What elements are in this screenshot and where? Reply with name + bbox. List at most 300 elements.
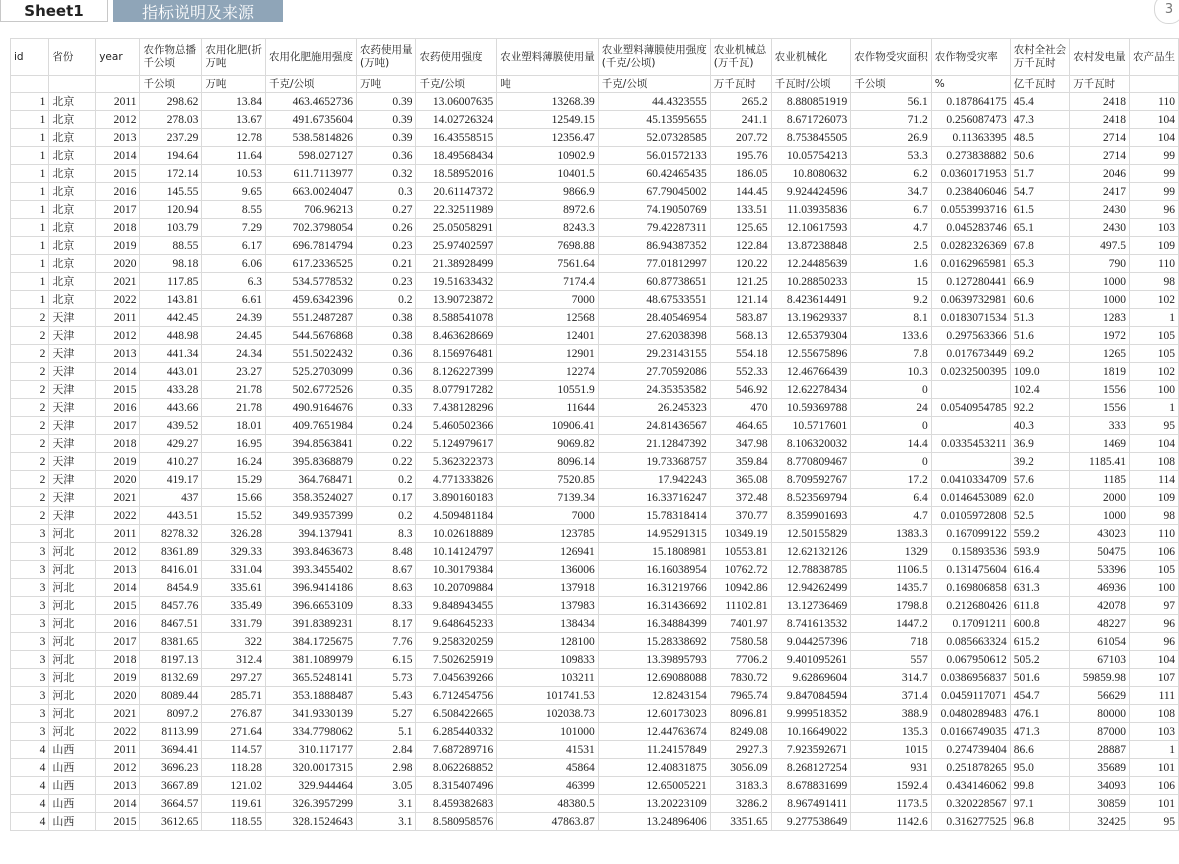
data-cell[interactable]: 9.401095261 [771, 651, 851, 669]
data-cell[interactable]: 天津 [49, 507, 96, 525]
column-header[interactable]: 农作物受灾面积 [851, 39, 932, 76]
data-cell[interactable]: 10.59369788 [771, 399, 851, 417]
data-cell[interactable]: 110 [1129, 93, 1178, 111]
data-cell[interactable]: 51.7 [1010, 165, 1070, 183]
data-cell[interactable]: 7706.2 [710, 651, 771, 669]
data-cell[interactable]: 8.753845505 [771, 129, 851, 147]
data-cell[interactable]: 105 [1129, 345, 1178, 363]
data-cell[interactable]: 5.43 [356, 687, 416, 705]
data-cell[interactable]: 2016 [96, 183, 140, 201]
data-cell[interactable]: 3056.09 [710, 759, 771, 777]
data-cell[interactable]: 7.8 [851, 345, 932, 363]
data-cell[interactable]: 3694.41 [140, 741, 202, 759]
data-cell[interactable]: 359.84 [710, 453, 771, 471]
data-cell[interactable]: 24.81436567 [598, 417, 710, 435]
data-cell[interactable]: 9866.9 [497, 183, 599, 201]
data-cell[interactable]: 1106.5 [851, 561, 932, 579]
data-cell[interactable]: 409.7651984 [265, 417, 356, 435]
data-cell[interactable]: 9.65 [202, 183, 266, 201]
data-cell[interactable]: 9.848943455 [416, 597, 497, 615]
data-cell[interactable]: 326.28 [202, 525, 266, 543]
data-cell[interactable]: 10.16649022 [771, 723, 851, 741]
data-cell[interactable]: 128100 [497, 633, 599, 651]
unit-cell[interactable] [96, 76, 140, 93]
data-cell[interactable]: 600.8 [1010, 615, 1070, 633]
data-cell[interactable]: 12.55675896 [771, 345, 851, 363]
data-cell[interactable]: 396.6653109 [265, 597, 356, 615]
data-cell[interactable]: 617.2336525 [265, 255, 356, 273]
data-cell[interactable]: 8197.13 [140, 651, 202, 669]
data-cell[interactable]: 12.65379304 [771, 327, 851, 345]
data-cell[interactable]: 109 [1129, 489, 1178, 507]
data-cell[interactable]: 8.588541078 [416, 309, 497, 327]
data-cell[interactable]: 河北 [49, 525, 96, 543]
data-cell[interactable]: 1592.4 [851, 777, 932, 795]
data-cell[interactable]: 17.942243 [598, 471, 710, 489]
data-cell[interactable]: 16.43558515 [416, 129, 497, 147]
data-cell[interactable]: 0.169806858 [931, 579, 1010, 597]
data-cell[interactable]: 2430 [1070, 201, 1130, 219]
data-cell[interactable]: 7401.97 [710, 615, 771, 633]
data-cell[interactable]: 471.3 [1010, 723, 1070, 741]
data-cell[interactable]: 2012 [96, 111, 140, 129]
data-cell[interactable]: 3 [11, 723, 49, 741]
data-cell[interactable]: 河北 [49, 561, 96, 579]
data-cell[interactable]: 10.53 [202, 165, 266, 183]
data-cell[interactable]: 9.277538649 [771, 813, 851, 831]
data-cell[interactable]: 河北 [49, 687, 96, 705]
data-cell[interactable]: 80000 [1070, 705, 1130, 723]
data-cell[interactable]: 0.38 [356, 309, 416, 327]
data-cell[interactable]: 8097.2 [140, 705, 202, 723]
data-cell[interactable]: 3.1 [356, 813, 416, 831]
data-cell[interactable]: 67103 [1070, 651, 1130, 669]
data-cell[interactable]: 2014 [96, 795, 140, 813]
unit-cell[interactable]: 千克/公顷 [265, 76, 356, 93]
data-cell[interactable]: 0.2 [356, 507, 416, 525]
unit-cell[interactable]: 亿千瓦时 [1010, 76, 1070, 93]
data-cell[interactable]: 15.1808981 [598, 543, 710, 561]
data-cell[interactable]: 195.76 [710, 147, 771, 165]
data-cell[interactable]: 24.35353582 [598, 381, 710, 399]
data-cell[interactable]: 10.14124797 [416, 543, 497, 561]
data-cell[interactable]: 7.045639266 [416, 669, 497, 687]
data-cell[interactable]: 26.9 [851, 129, 932, 147]
data-cell[interactable]: 河北 [49, 597, 96, 615]
data-cell[interactable]: 95 [1129, 813, 1178, 831]
data-cell[interactable]: 137918 [497, 579, 599, 597]
data-cell[interactable]: 12.10617593 [771, 219, 851, 237]
data-cell[interactable]: 1000 [1070, 273, 1130, 291]
data-cell[interactable]: 102038.73 [497, 705, 599, 723]
data-cell[interactable]: 96 [1129, 615, 1178, 633]
unit-cell[interactable] [1129, 76, 1178, 93]
data-cell[interactable]: 2012 [96, 543, 140, 561]
data-cell[interactable]: 0.22 [356, 453, 416, 471]
data-cell[interactable]: 16.31436692 [598, 597, 710, 615]
data-cell[interactable]: 546.92 [710, 381, 771, 399]
data-cell[interactable]: 0.21 [356, 255, 416, 273]
data-cell[interactable]: 2017 [96, 417, 140, 435]
data-cell[interactable]: 0.23 [356, 237, 416, 255]
data-cell[interactable]: 349.9357399 [265, 507, 356, 525]
data-cell[interactable]: 98 [1129, 273, 1178, 291]
data-cell[interactable]: 3 [11, 669, 49, 687]
data-cell[interactable]: 331.04 [202, 561, 266, 579]
data-cell[interactable]: 12356.47 [497, 129, 599, 147]
data-cell[interactable]: 611.7113977 [265, 165, 356, 183]
data-cell[interactable]: 0.32 [356, 165, 416, 183]
data-cell[interactable]: 21.12847392 [598, 435, 710, 453]
data-cell[interactable]: 北京 [49, 219, 96, 237]
data-cell[interactable] [931, 453, 1010, 471]
data-cell[interactable]: 8.523569794 [771, 489, 851, 507]
data-cell[interactable]: 13.12736469 [771, 597, 851, 615]
data-cell[interactable]: 7139.34 [497, 489, 599, 507]
data-cell[interactable]: 3.1 [356, 795, 416, 813]
data-cell[interactable]: 790 [1070, 255, 1130, 273]
data-cell[interactable]: 3 [11, 633, 49, 651]
data-cell[interactable]: 334.7798062 [265, 723, 356, 741]
data-cell[interactable]: 1 [11, 183, 49, 201]
data-cell[interactable]: 393.8463673 [265, 543, 356, 561]
data-cell[interactable]: 8.580958576 [416, 813, 497, 831]
data-cell[interactable]: 65.3 [1010, 255, 1070, 273]
data-cell[interactable]: 6.4 [851, 489, 932, 507]
data-cell[interactable]: 10553.81 [710, 543, 771, 561]
spreadsheet-grid[interactable] [10, 38, 1179, 864]
data-cell[interactable]: 1 [11, 93, 49, 111]
data-cell[interactable]: 0.167099122 [931, 525, 1010, 543]
data-cell[interactable]: 8.359901693 [771, 507, 851, 525]
column-header[interactable]: 农业机械化 [771, 39, 851, 76]
data-cell[interactable]: 394.8563841 [265, 435, 356, 453]
column-header[interactable]: 省份 [49, 39, 96, 76]
data-cell[interactable]: 3667.89 [140, 777, 202, 795]
data-cell[interactable]: 314.7 [851, 669, 932, 687]
data-cell[interactable]: 104 [1129, 111, 1178, 129]
data-cell[interactable]: 135.3 [851, 723, 932, 741]
data-cell[interactable]: 8089.44 [140, 687, 202, 705]
data-cell[interactable]: 河北 [49, 705, 96, 723]
data-cell[interactable]: 0.0105972808 [931, 507, 1010, 525]
data-cell[interactable]: 12274 [497, 363, 599, 381]
data-cell[interactable]: 6.2 [851, 165, 932, 183]
data-cell[interactable]: 1 [11, 237, 49, 255]
data-cell[interactable]: 1435.7 [851, 579, 932, 597]
data-cell[interactable]: 1447.2 [851, 615, 932, 633]
data-cell[interactable]: 396.9414186 [265, 579, 356, 597]
data-cell[interactable]: 0.35 [356, 381, 416, 399]
data-cell[interactable]: 133.51 [710, 201, 771, 219]
column-header[interactable]: 农作物总播 千公顷 [140, 39, 202, 76]
unit-cell[interactable]: 万千瓦时 [710, 76, 771, 93]
data-cell[interactable]: 102.4 [1010, 381, 1070, 399]
data-cell[interactable]: 15.66 [202, 489, 266, 507]
data-cell[interactable]: 6.285440332 [416, 723, 497, 741]
data-cell[interactable]: 103.79 [140, 219, 202, 237]
column-header[interactable]: 农用化肥(折 万吨 [202, 39, 266, 76]
data-cell[interactable]: 101741.53 [497, 687, 599, 705]
data-cell[interactable]: 47863.87 [497, 813, 599, 831]
data-cell[interactable]: 0.0146453089 [931, 489, 1010, 507]
data-cell[interactable]: 11644 [497, 399, 599, 417]
data-cell[interactable]: 0.187864175 [931, 93, 1010, 111]
data-cell[interactable]: 8.709592767 [771, 471, 851, 489]
data-cell[interactable]: 天津 [49, 381, 96, 399]
data-cell[interactable]: 15.52 [202, 507, 266, 525]
data-cell[interactable]: 442.45 [140, 309, 202, 327]
data-cell[interactable]: 663.0024047 [265, 183, 356, 201]
data-cell[interactable]: 1819 [1070, 363, 1130, 381]
data-cell[interactable]: 12901 [497, 345, 599, 363]
data-cell[interactable]: 2022 [96, 291, 140, 309]
column-header[interactable]: 农业机械总 (万千瓦) [710, 39, 771, 76]
data-cell[interactable]: 8457.76 [140, 597, 202, 615]
data-cell[interactable]: 0 [851, 417, 932, 435]
data-cell[interactable]: 47.3 [1010, 111, 1070, 129]
data-cell[interactable]: 87000 [1070, 723, 1130, 741]
data-cell[interactable]: 136006 [497, 561, 599, 579]
data-cell[interactable]: 2015 [96, 597, 140, 615]
data-cell[interactable]: 10942.86 [710, 579, 771, 597]
data-cell[interactable]: 7174.4 [497, 273, 599, 291]
column-header[interactable]: 农药使用量 (万吨) [356, 39, 416, 76]
data-cell[interactable]: 0.23 [356, 273, 416, 291]
data-cell[interactable]: 2021 [96, 705, 140, 723]
column-header[interactable]: 农业塑料薄膜使用强度 (千克/公顷) [598, 39, 710, 76]
data-cell[interactable]: 8.459382683 [416, 795, 497, 813]
column-header[interactable]: 农作物受灾率 [931, 39, 1010, 76]
data-cell[interactable]: 100 [1129, 381, 1178, 399]
data-cell[interactable]: 2430 [1070, 219, 1130, 237]
data-cell[interactable]: 1.6 [851, 255, 932, 273]
data-cell[interactable]: 7561.64 [497, 255, 599, 273]
data-cell[interactable]: 13.06007635 [416, 93, 497, 111]
data-cell[interactable]: 16.33716247 [598, 489, 710, 507]
data-cell[interactable]: 328.1524643 [265, 813, 356, 831]
data-cell[interactable]: 8.678831699 [771, 777, 851, 795]
data-cell[interactable]: 6.06 [202, 255, 266, 273]
data-cell[interactable]: 3.05 [356, 777, 416, 795]
data-cell[interactable]: 10.05754213 [771, 147, 851, 165]
data-cell[interactable]: 6.712454756 [416, 687, 497, 705]
data-cell[interactable]: 1265 [1070, 345, 1130, 363]
data-cell[interactable]: 2 [11, 507, 49, 525]
data-cell[interactable]: 天津 [49, 435, 96, 453]
data-cell[interactable]: 0.320228567 [931, 795, 1010, 813]
data-cell[interactable]: 123785 [497, 525, 599, 543]
data-cell[interactable]: 河北 [49, 579, 96, 597]
data-cell[interactable]: 8.126227399 [416, 363, 497, 381]
data-cell[interactable]: 326.3957299 [265, 795, 356, 813]
data-cell[interactable]: 278.03 [140, 111, 202, 129]
data-cell[interactable]: 77.01812997 [598, 255, 710, 273]
data-cell[interactable]: 71.2 [851, 111, 932, 129]
data-cell[interactable]: 3696.23 [140, 759, 202, 777]
data-cell[interactable]: 44.4323555 [598, 93, 710, 111]
data-cell[interactable]: 120.22 [710, 255, 771, 273]
column-header[interactable]: 农用化肥施用强度 [265, 39, 356, 76]
data-cell[interactable]: 2017 [96, 633, 140, 651]
data-cell[interactable]: 109833 [497, 651, 599, 669]
data-cell[interactable]: 143.81 [140, 291, 202, 309]
data-cell[interactable]: 0.2 [356, 471, 416, 489]
data-cell[interactable]: 12.78838785 [771, 561, 851, 579]
data-cell[interactable]: 0.27 [356, 201, 416, 219]
data-cell[interactable]: 6.7 [851, 201, 932, 219]
data-cell[interactable]: 北京 [49, 165, 96, 183]
data-cell[interactable]: 2 [11, 363, 49, 381]
data-cell[interactable]: 50.6 [1010, 147, 1070, 165]
data-cell[interactable]: 1 [11, 255, 49, 273]
data-cell[interactable]: 470 [710, 399, 771, 417]
data-cell[interactable]: 32425 [1070, 813, 1130, 831]
unit-cell[interactable]: 吨 [497, 76, 599, 93]
data-cell[interactable]: 437 [140, 489, 202, 507]
data-cell[interactable]: 36.9 [1010, 435, 1070, 453]
data-cell[interactable]: 2022 [96, 507, 140, 525]
data-cell[interactable]: 551.2487287 [265, 309, 356, 327]
data-cell[interactable]: 2417 [1070, 183, 1130, 201]
data-cell[interactable]: 1383.3 [851, 525, 932, 543]
data-cell[interactable]: 45.13595655 [598, 111, 710, 129]
data-cell[interactable]: 706.96213 [265, 201, 356, 219]
data-cell[interactable]: 106 [1129, 543, 1178, 561]
data-cell[interactable]: 1000 [1070, 507, 1130, 525]
data-cell[interactable]: 2013 [96, 561, 140, 579]
data-cell[interactable]: 552.33 [710, 363, 771, 381]
data-cell[interactable]: 108 [1129, 705, 1178, 723]
data-cell[interactable]: 2021 [96, 273, 140, 291]
data-cell[interactable]: 9.847084594 [771, 687, 851, 705]
data-cell[interactable]: 0.3 [356, 183, 416, 201]
data-cell[interactable]: 北京 [49, 129, 96, 147]
data-cell[interactable]: 333 [1070, 417, 1130, 435]
column-header[interactable]: 农村发电量 [1070, 39, 1130, 76]
data-cell[interactable]: 8381.65 [140, 633, 202, 651]
data-cell[interactable]: 1 [1129, 741, 1178, 759]
data-cell[interactable]: 4.771333826 [416, 471, 497, 489]
data-cell[interactable]: 172.14 [140, 165, 202, 183]
unit-cell[interactable]: 千克/公顷 [416, 76, 497, 93]
data-cell[interactable]: 2018 [96, 219, 140, 237]
data-cell[interactable]: 331.79 [202, 615, 266, 633]
data-cell[interactable]: 10551.9 [497, 381, 599, 399]
data-cell[interactable]: 0.36 [356, 345, 416, 363]
data-cell[interactable]: 8249.08 [710, 723, 771, 741]
data-cell[interactable]: 4 [11, 813, 49, 831]
data-cell[interactable]: 391.8389231 [265, 615, 356, 633]
data-cell[interactable]: 106 [1129, 777, 1178, 795]
data-cell[interactable]: 2013 [96, 777, 140, 795]
data-cell[interactable]: 96 [1129, 633, 1178, 651]
data-cell[interactable]: 2 [11, 399, 49, 417]
data-cell[interactable]: 13.19629337 [771, 309, 851, 327]
data-cell[interactable]: 3612.65 [140, 813, 202, 831]
data-cell[interactable]: 13.87238848 [771, 237, 851, 255]
data-cell[interactable]: 145.55 [140, 183, 202, 201]
data-cell[interactable]: 9.924424596 [771, 183, 851, 201]
data-cell[interactable]: 329.33 [202, 543, 266, 561]
data-cell[interactable]: 615.2 [1010, 633, 1070, 651]
data-cell[interactable]: 0.38 [356, 327, 416, 345]
data-cell[interactable]: 120.94 [140, 201, 202, 219]
data-cell[interactable]: 13.20223109 [598, 795, 710, 813]
data-cell[interactable]: 365.5248141 [265, 669, 356, 687]
data-cell[interactable]: 4 [11, 741, 49, 759]
data-cell[interactable]: 2021 [96, 489, 140, 507]
data-cell[interactable]: 8.1 [851, 309, 932, 327]
data-cell[interactable]: 121.25 [710, 273, 771, 291]
data-cell[interactable]: 北京 [49, 237, 96, 255]
data-cell[interactable]: 7000 [497, 507, 599, 525]
data-cell[interactable]: 0.0335453211 [931, 435, 1010, 453]
data-cell[interactable]: 501.6 [1010, 669, 1070, 687]
data-cell[interactable]: 2 [11, 327, 49, 345]
data-cell[interactable]: 1 [11, 201, 49, 219]
data-cell[interactable]: 0 [851, 453, 932, 471]
data-cell[interactable]: 19.73368757 [598, 453, 710, 471]
data-cell[interactable]: 12.78 [202, 129, 266, 147]
data-cell[interactable]: 0.274739404 [931, 741, 1010, 759]
data-cell[interactable]: 7.438128296 [416, 399, 497, 417]
data-cell[interactable]: 429.27 [140, 435, 202, 453]
data-cell[interactable]: 2016 [96, 615, 140, 633]
data-cell[interactable]: 1 [11, 165, 49, 183]
data-cell[interactable]: 12.62278434 [771, 381, 851, 399]
data-cell[interactable]: 0.017673449 [931, 345, 1010, 363]
data-cell[interactable]: 365.08 [710, 471, 771, 489]
data-cell[interactable]: 96.8 [1010, 813, 1070, 831]
data-cell[interactable]: 16.34884399 [598, 615, 710, 633]
unit-cell[interactable]: % [931, 76, 1010, 93]
data-cell[interactable]: 631.3 [1010, 579, 1070, 597]
data-cell[interactable]: 1173.5 [851, 795, 932, 813]
data-cell[interactable]: 27.62038398 [598, 327, 710, 345]
data-cell[interactable]: 364.768471 [265, 471, 356, 489]
data-cell[interactable]: 2 [11, 435, 49, 453]
data-cell[interactable]: 5.362322373 [416, 453, 497, 471]
column-header[interactable]: id [11, 39, 49, 76]
data-cell[interactable]: 山西 [49, 777, 96, 795]
data-cell[interactable]: 15 [851, 273, 932, 291]
data-cell[interactable]: 119.61 [202, 795, 266, 813]
data-cell[interactable]: 276.87 [202, 705, 266, 723]
data-cell[interactable]: 99 [1129, 147, 1178, 165]
data-cell[interactable]: 8.967491411 [771, 795, 851, 813]
data-cell[interactable]: 24.45 [202, 327, 266, 345]
data-cell[interactable]: 山西 [49, 741, 96, 759]
data-cell[interactable]: 100 [1129, 579, 1178, 597]
data-cell[interactable]: 67.8 [1010, 237, 1070, 255]
data-cell[interactable]: 358.3524027 [265, 489, 356, 507]
data-cell[interactable]: 298.62 [140, 93, 202, 111]
data-cell[interactable]: 2019 [96, 669, 140, 687]
data-cell[interactable]: 0.0162965981 [931, 255, 1010, 273]
data-cell[interactable]: 1142.6 [851, 813, 932, 831]
data-cell[interactable]: 10.5717601 [771, 417, 851, 435]
data-cell[interactable]: 山西 [49, 813, 96, 831]
data-cell[interactable]: 0.316277525 [931, 813, 1010, 831]
data-cell[interactable]: 104 [1129, 129, 1178, 147]
data-cell[interactable]: 2714 [1070, 129, 1130, 147]
data-cell[interactable]: 5.73 [356, 669, 416, 687]
data-cell[interactable]: 7.29 [202, 219, 266, 237]
data-cell[interactable]: 931 [851, 759, 932, 777]
data-cell[interactable]: 476.1 [1010, 705, 1070, 723]
data-cell[interactable]: 河北 [49, 615, 96, 633]
